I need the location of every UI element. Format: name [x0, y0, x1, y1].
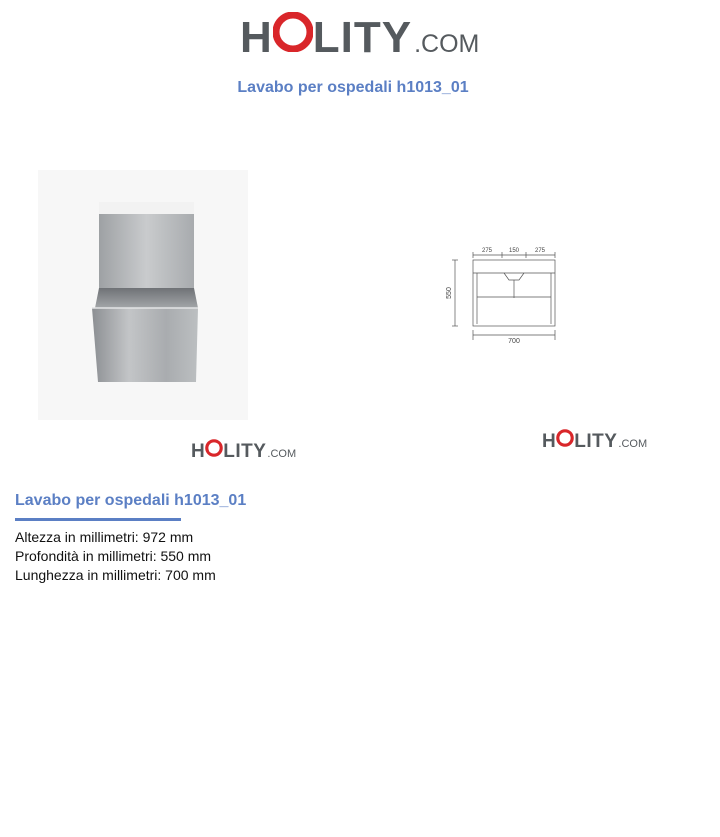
dim-top-middle: 150	[508, 248, 520, 254]
photo-holity-logo	[191, 439, 296, 463]
logo-tld: .COM	[414, 30, 480, 58]
drawing-logo-tld: .COM	[618, 438, 648, 450]
product-photo[interactable]	[38, 170, 248, 420]
spec-length: Lunghezza in millimetri: 700 mm	[15, 567, 216, 583]
spec-list	[15, 528, 216, 585]
dim-top-right: 275	[534, 248, 546, 254]
drawing-logo-o-mark-icon	[556, 429, 574, 447]
logo-letter-h: H	[240, 13, 273, 62]
dim-depth: 550	[446, 287, 453, 299]
page-title: Lavabo per ospedali h1013_01	[237, 79, 469, 96]
technical-drawing[interactable]	[440, 240, 565, 350]
logo-letters: LITY	[312, 13, 413, 62]
photo-logo-tld: .COM	[267, 448, 297, 460]
dim-width: 700	[508, 338, 520, 345]
photo-logo-letter-h: H	[191, 441, 206, 462]
drawing-logo-letter-h: H	[542, 431, 557, 452]
photo-logo-o-mark-icon	[205, 439, 223, 457]
product-section-title: Lavabo per ospedali h1013_01	[15, 492, 247, 509]
photo-logo-letters: LITY	[223, 441, 267, 462]
section-underline	[15, 518, 181, 521]
spec-depth: Profondità in millimetri: 550 mm	[15, 548, 212, 564]
drawing-holity-logo	[542, 429, 647, 453]
logo-o-mark-icon	[273, 12, 313, 52]
drawing-logo-letters: LITY	[574, 431, 618, 452]
dim-top-left: 275	[481, 248, 493, 254]
spec-height: Altezza in millimetri: 972 mm	[15, 529, 194, 545]
holity-logo[interactable]	[240, 12, 479, 61]
